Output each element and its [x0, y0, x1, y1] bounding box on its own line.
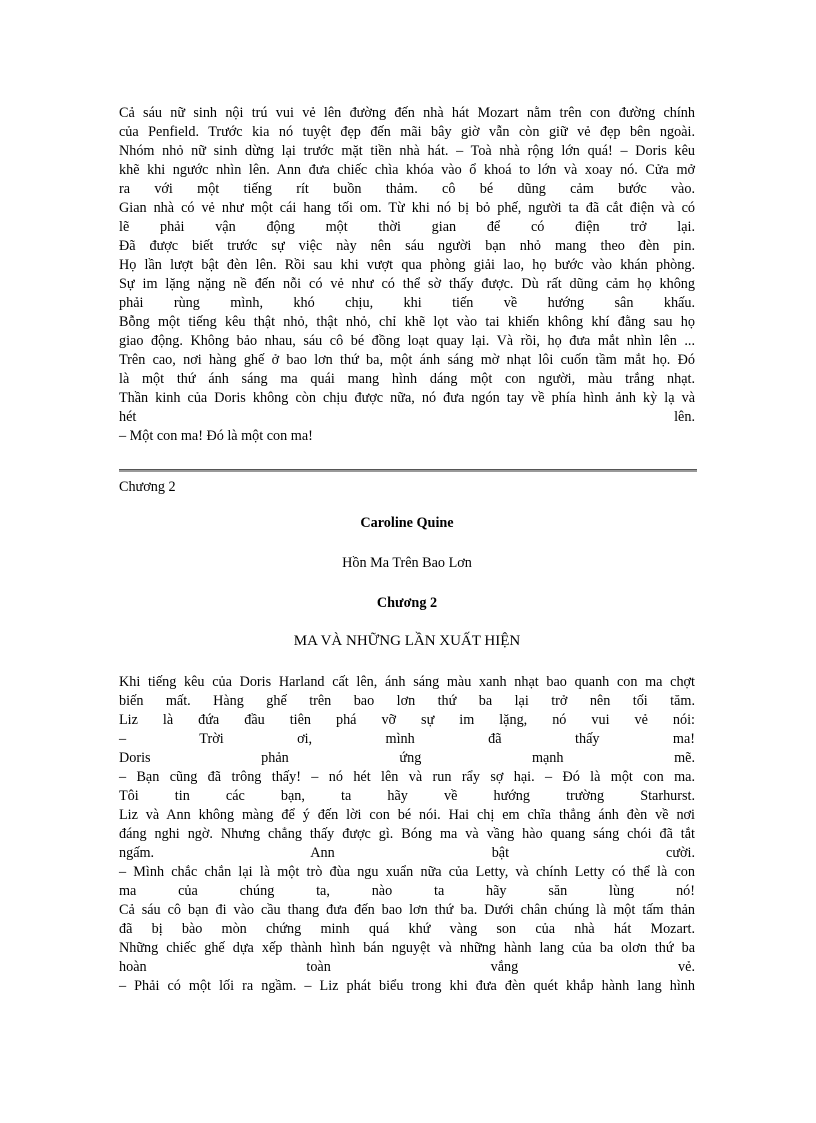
text-line: Gian nhà có vẻ như một cái hang tối om. Từ khi nó bị bỏ phế, người ta đã cắt điện và có [119, 200, 695, 216]
text-line: Bỗng một tiếng kêu thật nhỏ, thật nhỏ, chỉ khẽ lọt vào tai khiến không khí đằng sau họ [119, 314, 695, 330]
text-line: Sự im lặng nặng nề đến nỗi có vẻ như có thể sờ thấy được. Dù rất dũng cảm họ không [119, 276, 695, 292]
text-line: biến mất. Hàng ghế trên bao lơn thứ ba lại trở nên tối tăm. [119, 693, 695, 709]
text-line: Cả sáu cô bạn đi vào cầu thang đưa đến bao lơn thứ ba. Dưới chân chúng là một tấm thản [119, 902, 695, 918]
chapter-heading: Chương 2 [376, 595, 438, 611]
text-line: đã bị bào mòn chứng minh quá khứ vàng son của nhà hát Mozart. [119, 921, 695, 937]
text-line: hoàn toàn vắng vẻ. [119, 959, 695, 975]
text-line: Liz và Ann không màng để ý đến lời con bé nói. Hai chị em chĩa thẳng ánh đèn về nơi [119, 807, 695, 823]
text-line: – Bạn cũng đã trông thấy! – nó hét lên và run rẩy sợ hại. – Đó là một con ma. [119, 769, 695, 785]
text-line: Cả sáu nữ sinh nội trú vui vẻ lên đường đến nhà hát Mozart nằm trên con đường chính [119, 105, 695, 121]
text-line: Khi tiếng kêu của Doris Harland cất lên, ánh sáng màu xanh nhạt bao quanh con ma chợt [119, 674, 695, 690]
horizontal-divider [119, 469, 697, 472]
author-name: Caroline Quine [360, 515, 454, 531]
text-line: Nhóm nhỏ nữ sinh dừng lại trước mặt tiền nhà hát. – Toà nhà rộng lớn quá! – Doris kêu [119, 143, 695, 159]
text-line: Liz là đứa đầu tiên phá vỡ sự im lặng, nó vui vẻ nói: [119, 712, 695, 728]
text-line: khẽ khi ngước nhìn lên. Ann đưa chiếc chìa khóa vào ổ khoá to lớn và xoay nó. Cửa mở [119, 162, 695, 178]
text-line: – Trời ơi, mình đã thấy ma! [119, 731, 695, 747]
text-line: là một thứ ánh sáng ma quái mang hình dáng một con người, màu trắng nhạt. [119, 371, 695, 387]
text-line: Đã được biết trước sự việc này nên sáu người bạn nhỏ mang theo đèn pin. [119, 238, 695, 254]
text-line: Họ lần lượt bật đèn lên. Rồi sau khi vượt qua phòng giải lao, họ bước vào khán phòng. [119, 257, 695, 273]
text-line: hét lên. [119, 409, 695, 425]
text-line: ra với một tiếng rít buồn thảm. cô bé dũng cảm bước vào. [119, 181, 695, 197]
text-line: giao động. Không bảo nhau, sáu cô bé đồng loạt quay lại. Và rồi, họ đưa mắt nhìn lên ... [119, 333, 695, 349]
chapter-label: Chương 2 [119, 479, 176, 495]
text-line: – Phải có một lối ra ngầm. – Liz phát biểu trong khi đưa đèn quét khắp hành lang hình [119, 978, 695, 994]
text-line: ngấm. Ann bật cười. [119, 845, 695, 861]
text-line: của Penfield. Trước kia nó tuyệt đẹp đến mãi bây giờ vẫn còn giữ vẻ đẹp bên ngoài. [119, 124, 695, 140]
text-line: Tôi tin các bạn, ta hãy về hướng trường Starhurst. [119, 788, 695, 804]
text-line: – Một con ma! Đó là một con ma! [119, 428, 313, 444]
text-line: phải rùng mình, khó chịu, khi tiến về hướng sân khấu. [119, 295, 695, 311]
text-line: lẽ phải vận động một thời gian để có điện trở lại. [119, 219, 695, 235]
text-line: ma của chúng ta, nào ta hãy săn lùng nó! [119, 883, 695, 899]
text-line: Doris phản ứng mạnh mẽ. [119, 750, 695, 766]
book-title: Hồn Ma Trên Bao Lơn [342, 555, 472, 571]
text-line: đáng nghi ngờ. Nhưng chẳng thấy được gì. Bóng ma và vầng hào quang sáng chói đã tắt [119, 826, 695, 842]
text-line: Trên cao, nơi hàng ghế ở bao lơn thứ ba, một ánh sáng mờ nhạt lôi cuốn tầm mắt họ. Đó [119, 352, 695, 368]
text-line: – Mình chắc chắn lại là một trò đùa ngu xuẩn nữa của Letty, và chính Letty có thể là con [119, 864, 695, 880]
text-line: Thần kinh của Doris không còn chịu được nữa, nó đưa ngón tay về phía hình ảnh kỳ lạ và [119, 390, 695, 406]
chapter-title: MA VÀ NHỮNG LẦN XUẤT HIỆN [293, 633, 521, 649]
text-line: Những chiếc ghế dựa xếp thành hình bán nguyệt và những hành lang của ba olơn thứ ba [119, 940, 695, 956]
